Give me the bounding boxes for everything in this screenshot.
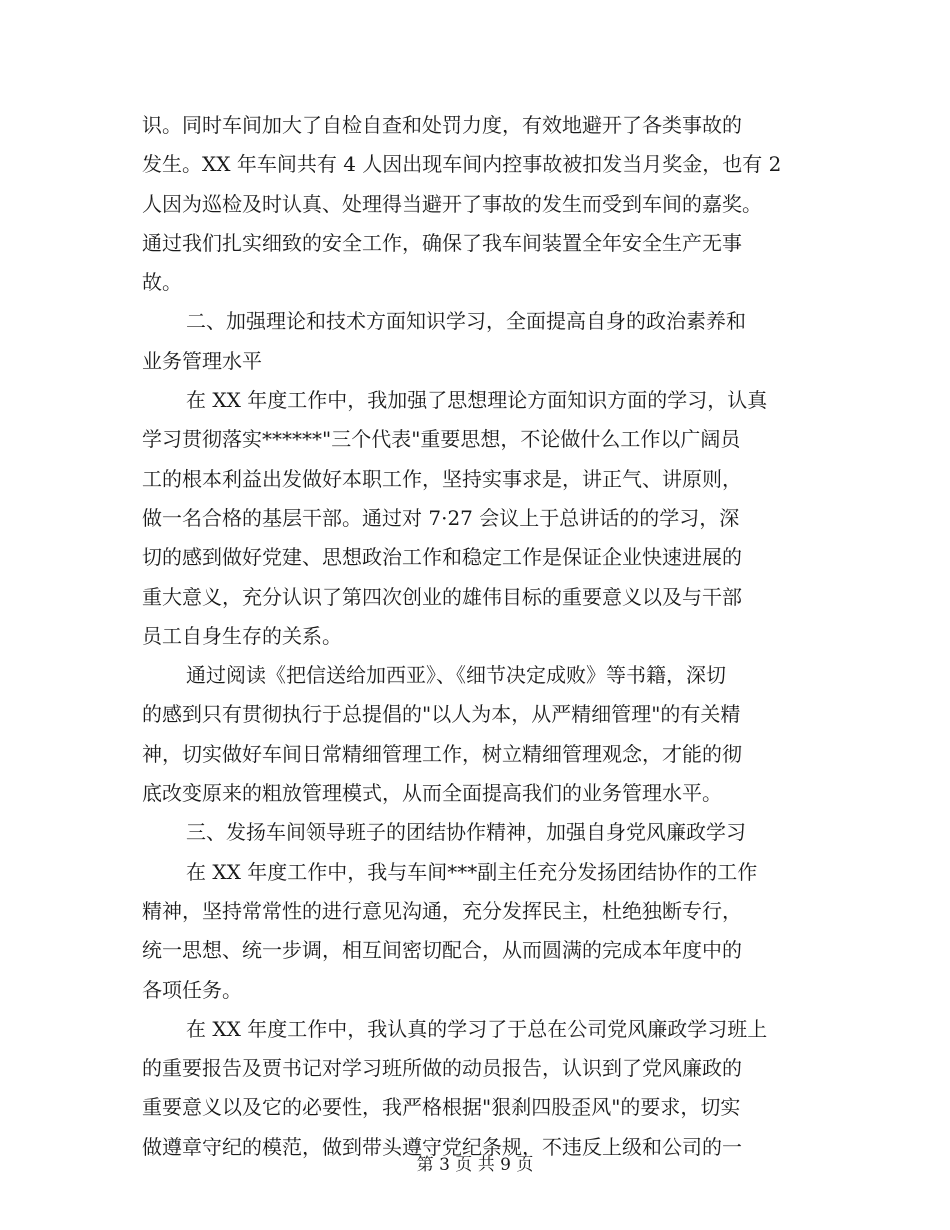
text-line: 在 XX 年度工作中，我加强了思想理论方面知识方面的学习，认真 <box>186 388 768 413</box>
text-line: 重大意义，充分认识了第四次创业的雄伟目标的重要意义以及与干部 <box>142 584 742 609</box>
text-line: 工的根本利益出发做好本职工作，坚持实事求是，讲正气、讲原则， <box>142 466 742 491</box>
text-line: 神，切实做好车间日常精细管理工作，树立精细管理观念，才能的彻 <box>142 741 742 766</box>
text-line: 切的感到做好党建、思想政治工作和稳定工作是保证企业快速进展的 <box>142 545 742 570</box>
text-line: 做一名合格的基层干部。通过对 7·27 会议上于总讲话的的学习，深 <box>142 505 740 530</box>
text-line: 精神，坚持常常性的进行意见沟通，充分发挥民主，杜绝独断专行， <box>142 898 742 923</box>
text-line: 的重要报告及贾书记对学习班所做的动员报告，认识到了党风廉政的 <box>142 1056 742 1081</box>
text-line: 在 XX 年度工作中，我认真的学习了于总在公司党风廉政学习班上 <box>186 1016 768 1041</box>
text-line: 做遵章守纪的模范，做到带头遵守党纪条规，不违反上级和公司的一 <box>142 1134 742 1159</box>
text-line: 学习贯彻落实******"三个代表"重要思想，不论做什么工作以广阔员 <box>142 427 741 452</box>
text-line: 底改变原来的粗放管理模式，从而全面提高我们的业务管理水平。 <box>142 781 722 806</box>
text-line: 统一思想、统一步调，相互间密切配合，从而圆满的完成本年度中的 <box>142 938 742 963</box>
text-line: 员工自身生存的关系。 <box>142 623 342 648</box>
text-line: 故。 <box>142 270 182 295</box>
document-body <box>142 106 806 1167</box>
text-line: 各项任务。 <box>142 977 242 1002</box>
text-line: 识。同时车间加大了自检自查和处罚力度，有效地避开了各类事故的 <box>142 113 742 137</box>
text-line: 业务管理水平 <box>142 348 262 373</box>
text-line: 人因为巡检及时认真、处理得当避开了事故的发生而受到车间的嘉奖。 <box>142 191 762 216</box>
text-line: 重要意义以及它的必要性，我严格根据"狠刹四股歪风"的要求，切实 <box>142 1095 741 1120</box>
text-line: 三、发扬车间领导班子的团结协作精神，加强自身党风廉政学习 <box>186 820 746 845</box>
text-line: 的感到只有贯彻执行于总提倡的"以人为本，从严精细管理"的有关精 <box>142 702 741 727</box>
text-line: 二、加强理论和技术方面知识学习，全面提高自身的政治素养和 <box>186 309 746 334</box>
text-line: 发生。XX 年车间共有 4 人因出现车间内控事故被扣发当月奖金，也有 2 <box>142 152 782 177</box>
text-line: 在 XX 年度工作中，我与车间***副主任充分发扬团结协作的工作 <box>186 859 758 884</box>
text-line: 通过阅读《把信送给加西亚》、《细节决定成败》等书籍，深切 <box>186 663 726 688</box>
text-line: 通过我们扎实细致的安全工作，确保了我车间装置全年安全生产无事 <box>142 230 742 255</box>
page-footer: 第 3 页 共 9 页 <box>416 1155 534 1175</box>
